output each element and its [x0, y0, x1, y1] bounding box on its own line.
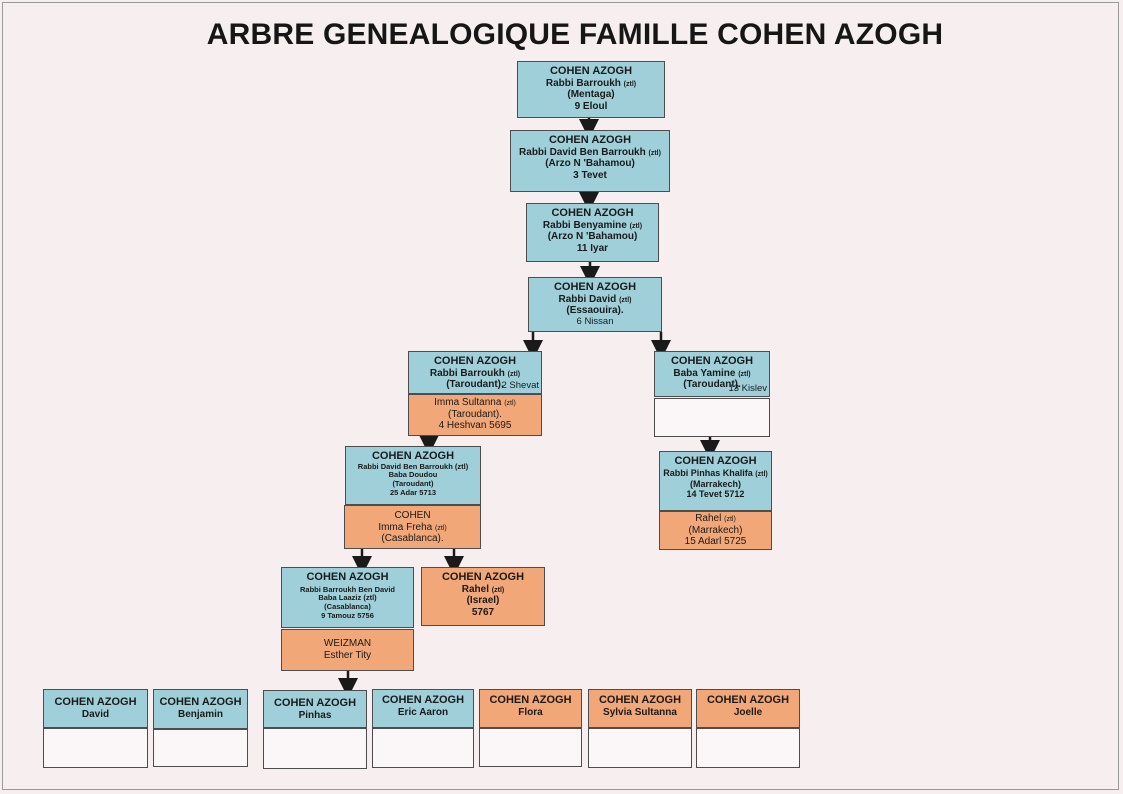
family-name: COHEN AZOGH — [551, 207, 634, 219]
family-name: COHEN AZOGH — [598, 694, 682, 706]
person-name: Rabbi David (ztl) — [558, 293, 632, 305]
person-place: (Taroudant). — [446, 379, 504, 391]
family-name: COHEN AZOGH — [674, 455, 757, 467]
child-name: Pinhas — [298, 709, 332, 721]
spouse-box-right6 — [659, 511, 772, 550]
person-box-right6 — [659, 451, 772, 511]
family-name: COHEN AZOGH — [553, 281, 637, 293]
person-name: Rabbi David Ben Barroukh (ztl) — [519, 146, 661, 158]
child-name: Eric Aaron — [397, 706, 449, 718]
person-date: 9 Tamouz 5756 — [321, 610, 374, 620]
spouse-date: 15 Adarl 5725 — [684, 536, 747, 547]
spouse-name: Esther Tity — [323, 649, 372, 661]
person-box-left5 — [408, 351, 542, 394]
person-place: (Israel) — [466, 595, 500, 607]
person-nickname: Baba Doudou — [388, 470, 438, 480]
family-name: COHEN AZOGH — [548, 134, 632, 146]
person-date: 11 Iyar — [576, 242, 609, 254]
person-box-left6 — [345, 446, 481, 505]
person-date: 9 Eloul — [574, 100, 608, 112]
child-box-david — [43, 689, 148, 728]
person-box-left7 — [281, 567, 414, 628]
family-name: COHEN AZOGH — [489, 694, 572, 706]
page-title: ARBRE GENEALOGIQUE FAMILLE COHEN AZOGH — [206, 18, 944, 51]
spouse-box-left7 — [281, 629, 414, 671]
child-spouse-empty — [696, 728, 800, 768]
spouse-name: Rahel (ztl) — [695, 513, 736, 524]
person-name: Rabbi David Ben Barroukh (ztl) — [357, 461, 469, 471]
child-spouse-empty — [43, 728, 148, 768]
child-name: Joelle — [733, 706, 763, 718]
person-name: Rabbi Barroukh Ben David — [299, 584, 396, 594]
person-place: (Arzo N 'Bahamou) — [545, 158, 635, 170]
spouse-place: (Casablanca). — [381, 533, 444, 544]
family-name: COHEN AZOGH — [54, 696, 137, 708]
person-place: (Taroudant). — [683, 379, 741, 391]
person-name: Rabbi Benyamine (ztl) — [542, 219, 643, 231]
person-name: Rabbi Barroukh (ztl) — [545, 77, 637, 89]
family-name: COHEN AZOGH — [371, 450, 455, 462]
child-box-flora — [479, 689, 582, 728]
family-name: COHEN AZOGH — [159, 696, 242, 708]
family-name: COHEN AZOGH — [273, 697, 357, 709]
family-name: COHEN AZOGH — [441, 571, 525, 583]
child-spouse-empty — [372, 728, 474, 768]
spouse-name: Imma Freha (ztl) — [378, 521, 447, 533]
child-name: Flora — [518, 706, 543, 718]
person-box-right5 — [654, 351, 770, 397]
person-place: (Casablanca) — [324, 601, 371, 611]
person-box-sister7 — [421, 567, 545, 626]
person-place: (Arzo N 'Bahamou) — [547, 231, 638, 243]
child-box-sylvia-sultanna — [588, 689, 692, 728]
person-name: Rahel (ztl) — [461, 583, 505, 595]
child-box-joelle — [696, 689, 800, 728]
person-name: Rabbi Pinhas Khalifa (ztl) — [663, 467, 768, 478]
spouse-box-right5-empty — [654, 398, 770, 437]
person-box-gen4 — [528, 277, 662, 332]
spouse-date: 4 Heshvan 5695 — [438, 420, 512, 431]
person-date: 3 Tevet — [573, 169, 607, 181]
child-box-eric-aaron — [372, 689, 474, 728]
family-name: COHEN AZOGH — [433, 355, 517, 367]
person-name: Rabbi Barroukh (ztl) — [429, 367, 521, 379]
person-box-gen2 — [510, 130, 670, 192]
child-spouse-empty — [153, 729, 248, 767]
person-place: (Taroudant) — [392, 478, 434, 488]
person-box-gen1 — [517, 61, 665, 118]
person-place: (Mentaga) — [567, 89, 615, 101]
family-name: COHEN AZOGH — [306, 571, 389, 583]
child-name: David — [81, 708, 110, 720]
child-name: Sylvia Sultanna — [603, 706, 677, 718]
person-date: 13 Kislev — [728, 383, 767, 395]
person-name: Baba Yamine (ztl) — [673, 367, 751, 379]
child-name: Benjamin — [177, 708, 223, 720]
spouse-name: Imma Sultanna (ztl) — [434, 397, 516, 408]
person-date: 2 Shevat — [501, 380, 539, 392]
child-spouse-empty — [588, 728, 692, 768]
child-box-pinhas — [263, 690, 367, 728]
person-box-gen3 — [526, 203, 659, 262]
family-name: COHEN AZOGH — [381, 694, 465, 706]
spouse-box-left6 — [344, 505, 481, 549]
person-place: (Essaouira). — [566, 305, 624, 317]
spouse-family: COHEN — [394, 510, 431, 521]
spouse-box-left5 — [408, 394, 542, 436]
person-nickname: Baba Laaziz (ztl) — [318, 593, 377, 603]
child-spouse-empty — [263, 728, 367, 769]
family-name: COHEN AZOGH — [706, 694, 790, 706]
spouse-place: (Taroudant). — [448, 408, 502, 420]
spouse-family: WEIZMAN — [323, 638, 372, 649]
person-date: 6 Nissan — [576, 315, 614, 327]
family-name: COHEN AZOGH — [549, 65, 633, 77]
person-place: (Marrakech) — [689, 478, 742, 489]
family-name: COHEN AZOGH — [670, 355, 754, 367]
spouse-place: (Marrakech) — [688, 524, 743, 536]
child-spouse-empty — [479, 728, 582, 767]
person-date: 25 Adar 5713 — [389, 487, 436, 497]
person-date: 5767 — [471, 606, 495, 618]
child-box-benjamin — [153, 689, 248, 729]
person-date: 14 Tevet 5712 — [686, 489, 745, 500]
